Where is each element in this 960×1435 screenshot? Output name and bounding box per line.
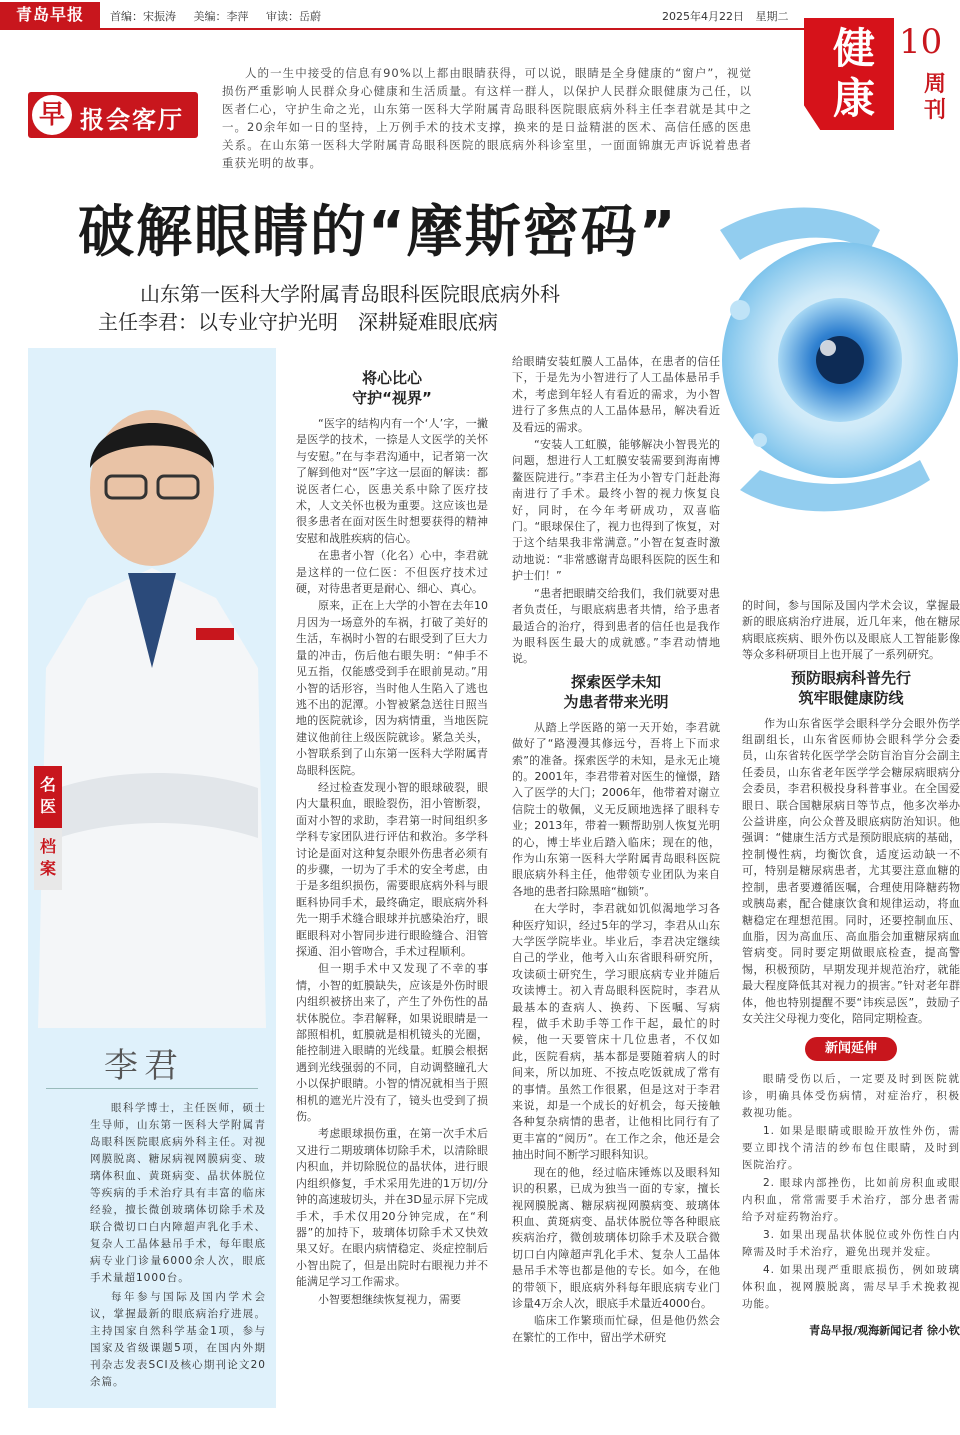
article-paragraph: “医字的结构内有一个‘人’字，一撇是医学的技术，一捺是人文医学的关怀与安慰。”在与李君沟通中，记者第一次了解到他对“医”字这一层面的解读：都说医者仁心，医患关系中除了医疗技术，人文关怀也极为重要。这应该也是很多患者在面对医生时想要获得的精神安慰和战胜疾病的信心。 <box>296 417 488 545</box>
doctor-bio <box>90 1100 266 1393</box>
subheadline-line2: 主任李君：以专业守护光明 深耕疑难眼底病 <box>98 310 498 334</box>
article-paragraph: 从踏上学医路的第一天开始，李君就做好了“路漫漫其修远兮，吾将上下而求索”的准备。探索医学的未知，是永无止境的。2001年，李君带着对医生的憧憬，踏入了医学的大门；2006年，他带着对谢立信院士的敬佩，义无反顾地选择了眼科专业；2013年，带着一颗帮助别人恢复光明的心，博士毕业后踏入临床；现在的他，作为山东第一医科大学附属青岛眼科医院眼底病外科主任，他带领专业团队为来自各地的患者扫除黑暗“枷锁”。 <box>512 720 720 898</box>
date: 2025年4月22日 <box>662 10 744 23</box>
section-2-title: 探索医学未知 为患者带来光明 <box>563 672 669 711</box>
masthead: 青岛早报 <box>0 2 100 28</box>
profile-tag <box>34 766 64 896</box>
headline: 破解眼睛的“摩斯密码” <box>78 200 678 265</box>
doctor-name: 李君 <box>104 1046 184 1086</box>
doctor-profile-panel <box>28 348 276 1408</box>
publication-date <box>662 8 797 24</box>
logo-text: 报会客厅 <box>80 106 184 134</box>
proofreader: 审读：岳蔚 <box>266 10 321 23</box>
article-paragraph: 的时间，参与国际及国内学术会议，掌握最新的眼底病治疗进展，近几年来，他在糖尿病眼底疾病、眼外伤以及眼底人工智能影像等众多科研项目上也开展了一系列研究。 <box>742 599 960 662</box>
article-column-1 <box>296 364 488 1309</box>
doctor-portrait <box>28 368 276 1028</box>
tag-famous-doctor: 名医 <box>34 766 62 828</box>
article-column-2 <box>512 354 720 1347</box>
news-extension-paragraph: 1. 如果是眼睛或眼睑开放性外伤，需要立即找个清洁的纱布包住眼睛，及时到医院治疗。 <box>742 1125 960 1172</box>
weekday: 星期二 <box>755 10 789 23</box>
tag-archive: 档案 <box>34 828 62 890</box>
intro-paragraph: 人的一生中接受的信息有90%以上都由眼睛获得，可以说，眼睛是全身健康的“窗户”，视觉损伤严重影响人民群众身心健康和生活质量。有这样一群人，以保护人民群众眼健康为己任，以医者仁心，守护生命之光，山东第一医科大学附属青岛眼科医院眼底病外科主任李君就是其中之一。20余年如一日的坚持，上万例手术的技术支撑，换来的是日益精湛的医术、高信任感的医患关系。在山东第一医科大学附属青岛眼科医院的眼底病外科诊室里，一面面锦旗无声诉说着患者重获光明的故事。 <box>222 66 752 170</box>
weekly-label: 周刊 <box>924 72 947 123</box>
chief-editor: 首编：宋振涛 <box>110 10 176 23</box>
art-editor: 美编：李萍 <box>193 10 249 23</box>
section-3-title: 预防眼病科普先行 筑牢眼健康防线 <box>790 668 911 707</box>
article-paragraph: 考虑眼球损伤重，在第一次手术后又进行二期玻璃体切除手术，以清除眼内积血，并切除脱位的晶状体，进行眼内组织修复，手术采用先进的1万切/分钟的高速玻切头，并在3D显示屏下完成手术，手术仅用20分钟完成，在“利器”的加持下，玻璃体切除手术又快效果又好。在眼内病情稳定、炎症控制后小智出院了，但是出院时右眼视力并不能满足学习工作需求。 <box>296 1127 488 1289</box>
bio-paragraph: 眼科学博士，主任医师，硕士生导师，山东第一医科大学附属青岛眼科医院眼底病外科主任。对视网膜脱离、糖尿病视网膜病变、玻璃体积血、黄斑病变、晶状体脱位等疾病的手术治疗具有丰富的临床经验，擅长微创玻璃体切除手术及联合微切口白内障超声乳化手术、复杂人工晶体悬吊手术，每年眼底病专业门诊量6000余人次，眼底手术量超1000台。 <box>90 1102 266 1284</box>
reporter-byline: 青岛早报/观海新闻记者 徐小钦 <box>809 1324 960 1338</box>
article-paragraph: 小智要想继续恢复视力，需要 <box>318 1292 461 1306</box>
bio-paragraph: 每年参与国际及国内学术会议，掌握最新的眼底病治疗进展。主持国家自然科学基金1项，参与国家及省级课题5项，在国内外期刊杂志发表SCI及核心期刊论文20余篇。 <box>90 1291 266 1388</box>
news-extension-badge: 新闻延伸 <box>805 1037 897 1061</box>
article-paragraph: 原来，正在上大学的小智在去年10月因为一场意外的车祸，打破了美好的生活，车祸时小智的右眼受到了巨大力量的冲击，伤后他右眼失明：“伸手不见五指，仅能感受到手在眼前晃动。”用小智的话形容，当时他人生陷入了逃也逃不出的泥潭。小智被紧急送往日照当地的医院就诊，因为病情重，当地医院建议他前往上级医院就诊。紧急关头，小智联系到了山东第一医科大学附属青岛眼科医院。 <box>296 599 488 777</box>
news-extension-paragraph: 4. 如果出现严重眼底损伤，例如玻璃体积血，视网膜脱离，需尽早手术挽救视功能。 <box>742 1264 960 1311</box>
article-paragraph: 临床工作繁琐而忙碌，但是他仍然会在繁忙的工作中，留出学术研究 <box>512 1314 720 1344</box>
article-paragraph: 经过检查发现小智的眼球破裂，眼内大量积血，眼睑裂伤，泪小管断裂，面对小智的求助，李君第一时间组织多学科专家团队进行评估和救治。多学科讨论是面对这种复杂眼外伤患者必须有的步骤，一切为了手术的安全考虑，由于是多组织损伤，需要眼底病外科与眼眶科协同手术，最终确定，眼底病外科先一期手术缝合眼球并抗感染治疗，眼眶眼科对小智同步进行眼睑缝合、泪管探通、泪小管吻合，手术过程顺利。 <box>296 780 488 958</box>
article-paragraph: 在患者小智（化名）心中，李君就是这样的一位仁医：不但医疗技术过硬，对待患者更是耐心、细心、真心。 <box>296 549 488 596</box>
article-paragraph: “安装人工虹膜，能够解决小智畏光的问题，想进行人工虹膜安装需要到海南博鳌医院进行。”李君主任为小智专门赶赴海南进行了手术。最终小智的视力恢复良好，同时，在今年考研成功，双喜临门。“眼球保住了，视力也得到了恢复，对于这个结果我非常满意。”小智在复查时激动地说：“非常感谢青岛眼科医院的医生和护士们！” <box>512 438 720 583</box>
section-name: 健 康 <box>832 24 875 123</box>
subheadline-line1: 山东第一医科大学附属青岛眼科医院眼底病外科 <box>140 282 560 306</box>
article-paragraph: 现在的他，经过临床锤炼以及眼科知识的积累，已成为独当一面的专家，擅长视网膜脱离、糖尿病视网膜病变、玻璃体积血、黄斑病变、晶状体脱位等各种眼底疾病治疗，微创玻璃体切除手术及联合微切口白内障超声乳化手术、复杂人工晶体悬吊手术等也都是他的专长。如今，在他的带领下，眼底病外科每年眼底病专业门诊量4万余人次，眼底手术量近4000台。 <box>512 1165 720 1310</box>
article-paragraph: “患者把眼睛交给我们，我们就要对患者负责任，与眼底病患者共情，给予患者最适合的治疗，得到患者的信任也是我作为眼科医生最大的成就感。”李君动情地说。 <box>512 586 720 666</box>
eye-hands-illustration <box>700 190 960 550</box>
news-extension-paragraph: 2. 眼球内部挫伤，比如前房积血或眼内积血，常常需要手术治疗，部分患者需给予对症药物治疗。 <box>742 1177 960 1224</box>
profile-divider <box>46 1088 258 1089</box>
article-paragraph: 给眼睛安装虹膜人工晶体，在患者的信任下，于是先为小智进行了人工晶体悬吊手术，考虑到年轻人有看近的需求，为小智进行了多焦点的人工晶体悬吊，解决看近及看远的需求。 <box>512 355 720 434</box>
news-extension-paragraph: 眼睛受伤以后，一定要及时到医院就诊，明确具体受伤病情，对症治疗，积极救视功能。 <box>742 1073 960 1120</box>
editor-credits <box>110 8 335 24</box>
news-extension-paragraph: 3. 如果出现晶状体脱位或外伤性白内障需及时手术治疗，避免出现并发症。 <box>742 1229 960 1259</box>
article-paragraph: 在大学时，李君就如饥似渴地学习各种医疗知识，经过5年的学习，李君从山东大学医学院毕业。毕业后，李君决定继续自己的学业，他考入山东省眼科研究所，攻读硕士研究生，学习眼底病专业并随后攻读博士。初入青岛眼科医院时，李君从最基本的查病人、换药、下医嘱、写病程，做手术助手等工作干起，最忙的时候，他一天要管床十几位患者，不仅如此，医院看病，基本都是要随着病人的时间来，所以加班、不按点吃饭就成了常有的事情。虽然工作很累，但是这对于李君来说，却是一个成长的好机会，每天接触各种复杂病情的患者，让他相比同行有了更丰富的“阅历”。在工作之余，他还是会抽出时间不断学习眼科知识。 <box>512 902 720 1162</box>
article-column-3 <box>742 598 960 1340</box>
column-logo <box>28 92 198 138</box>
article-paragraph: 但一期手术中又发现了不幸的事情，小智的虹膜缺失，应该是外伤时眼内组织被挤出来了，产生了外伤性的晶状体脱位。李君解释，如果说眼睛是一部照相机，虹膜就是相机镜头的光圈，能控制进入眼睛的光线量。虹膜会根据遇到光线强弱的不同，自动调整瞳孔大小以保护眼睛。小智的情况就相当于照相机的遮光片没有了，镜头也受到了损伤。 <box>296 962 488 1124</box>
page-number: 10 <box>899 22 943 62</box>
logo-mark: 早 <box>32 95 72 135</box>
section-1-title: 将心比心 守护“视界” <box>352 369 432 407</box>
section-tab <box>804 18 960 130</box>
article-paragraph: 作为山东省医学会眼科学分会眼外伤学组副组长，山东省医师协会眼科学分会委员，山东省转化医学学会防盲治盲分会副主任委员，山东省老年医学学会糖尿病眼病分会委员，李君积极投身科普事业。在全国爱眼日、联合国糖尿病日等节点，他多次举办公益讲座，向公众普及眼底病防治知识。他强调：“健康生活方式是预防眼底病的基础，控制慢性病，均衡饮食，适度运动缺一不可，特别是糖尿病患者，尤其要注意血糖的控制，患者要遵循医嘱，合理使用降糖药物或胰岛素，配合健康饮食和规律运动，将血糖稳定在理想范围。同时，还要控制血压、血脂，因为高血压、高血脂会加重糖尿病血管病变。同时要定期做眼底检查，提高警惕，积极预防，早期发现并规范治疗，就能最大程度降低其对视力的损害。”针对老年群体，他也特别提醒不要“讳疾忌医”，鼓励子女关注父母视力变化，陪同定期检查。 <box>742 716 960 1025</box>
